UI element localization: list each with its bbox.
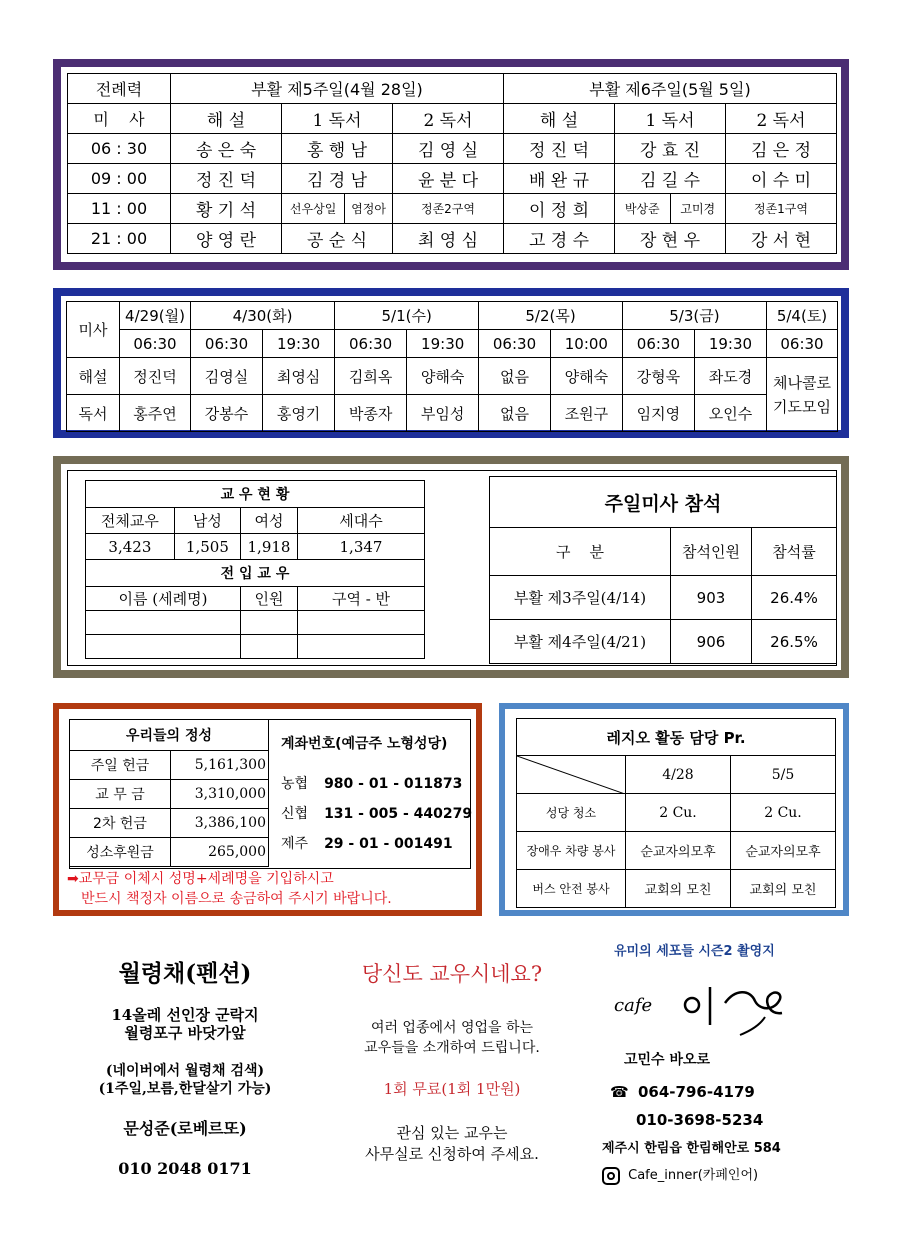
time-cell: 06:30 [120,330,191,358]
name-cell: 고미경 [670,194,726,224]
legio-title: 레지오 활동 담당 Pr. [517,719,836,756]
offering-amount: 265,000 [171,838,269,867]
time-cell: 19:30 [694,330,766,358]
name-cell: 김희옥 [335,358,407,395]
time-cell: 06:30 [479,330,551,358]
time-cell: 11 : 00 [68,194,171,224]
cafe-logo-mark [670,959,820,1039]
table-row [70,751,269,780]
time-cell: 21 : 00 [68,224,171,254]
account-list [281,769,472,859]
table-row [68,134,837,164]
day-header: 4/30(화) [191,302,335,330]
name-cell: 강 효 진 [615,134,726,164]
day-header: 5/2(목) [479,302,623,330]
stats-frame [53,456,849,678]
duty-group: 2 Cu. [731,794,836,832]
offering-label: 2차 헌금 [70,809,171,838]
diagonal-line [517,756,625,794]
pension-line: (네이버에서 월령채 검색) [105,1063,265,1079]
name-cell: 정존2구역 [393,194,504,224]
name-cell: 좌도경 [694,358,766,395]
member-ad-line: 사무실로 신청하여 주세요. [365,1145,539,1163]
offering-amount: 3,310,000 [171,780,269,809]
pension-line: 월령포구 바닷가앞 [124,1024,246,1042]
attendance-rate: 26.5% [752,620,837,664]
name-cell: 선우상일 [282,194,345,224]
name-cell: 황 기 석 [171,194,282,224]
day-header: 4/29(월) [120,302,191,330]
cafe-instagram: Cafe_inner(카페인어) [628,1168,759,1183]
weekday-schedule-table [66,301,838,432]
offering-amount: 3,386,100 [171,809,269,838]
mass-label: 미사 [67,302,120,358]
col-header: 해 설 [171,104,282,134]
name-cell: 오인수 [694,395,766,432]
name-cell: 장 현 우 [615,224,726,254]
time-cell: 19:30 [407,330,479,358]
bank-name: 제주 [281,836,309,852]
name-cell: 이 수 미 [726,164,837,194]
pension-line: (1주일,보름,한달살기 가능) [98,1081,272,1097]
table-row [490,620,837,664]
sunday-schedule-frame [53,59,849,270]
col-header: 2 독서 [393,104,504,134]
offering-label: 성소후원금 [70,838,171,867]
week-label: 부활 제4주일(4/21) [490,620,671,664]
attendance-table [489,476,837,664]
cafe-owner: 고민수 바오로 [624,1052,711,1068]
week-label: 부활 제3주일(4/14) [490,576,671,620]
duty-group: 순교자의모후 [626,832,731,870]
day-header: 5/1(수) [335,302,479,330]
attendance-title: 주일미사 참석 [490,477,837,528]
duty-group: 교회의 모친 [731,870,836,908]
name-cell: 최 영 심 [393,224,504,254]
name-cell: 없음 [479,358,551,395]
cafe-mobile: 010-3698-5234 [636,1111,764,1129]
table-row [490,576,837,620]
account-number: 980 - 01 - 011873 [324,776,463,792]
col-header: 1 독서 [282,104,393,134]
cafe-address: 제주시 한림읍 한림해안로 584 [602,1141,781,1156]
member-ad-line: 교우들을 소개하여 드립니다. [364,1040,540,1056]
offering-notice [67,869,392,909]
account-title: 계좌번호(예금주 노형성당) [281,736,448,752]
offering-label: 주일 헌금 [70,751,171,780]
name-cell: 정존1구역 [726,194,837,224]
name-cell: 송 은 숙 [171,134,282,164]
legio-table [516,718,836,908]
name-cell: 김 영 실 [393,134,504,164]
pension-owner: 문성준(로베르또) [123,1119,247,1138]
time-cell: 06:30 [767,330,838,358]
attendance-count: 906 [671,620,752,664]
table-row [70,809,269,838]
name-cell: 고 경 수 [504,224,615,254]
commentary-label: 해설 [67,358,120,395]
table-row [70,838,269,867]
duty-label: 버스 안전 봉사 [517,870,626,908]
bank-name: 농협 [281,776,309,792]
time-cell: 06 : 30 [68,134,171,164]
offering-frame [53,703,482,916]
name-cell: 홍 행 남 [282,134,393,164]
time-cell: 06:30 [191,330,263,358]
time-cell: 06:30 [622,330,694,358]
name-cell: 정 진 덕 [171,164,282,194]
time-cell: 10:00 [550,330,622,358]
table-row [517,832,836,870]
account-number: 131 - 005 - 440279 [324,806,473,822]
table-row [68,194,837,224]
name-cell: 이 정 희 [504,194,615,224]
col-header: 전체교우 [86,508,175,534]
cafe-phone: 064-796-4179 [638,1083,755,1101]
name-cell: 김 은 정 [726,134,837,164]
date-header: 4/28 [626,756,731,794]
weekday-schedule-frame [53,288,849,438]
name-cell: 윤 분 다 [393,164,504,194]
name-cell: 강봉수 [191,395,263,432]
col-header: 남성 [174,508,240,534]
mass-label: 미 사 [68,104,171,134]
member-business-ad [318,958,586,1165]
cafe-logo [600,959,840,1039]
cafe-ad [600,940,840,1185]
day-header: 5/3(금) [622,302,766,330]
name-cell: 양해숙 [550,358,622,395]
pension-title: 월령채(펜션) [118,960,252,987]
name-cell: 김 길 수 [615,164,726,194]
saturday-note: 체나콜로 기도모임 [767,358,838,432]
offering-label: 교 무 금 [70,780,171,809]
members-table [85,480,425,659]
account-number: 29 - 01 - 001491 [324,836,453,852]
name-cell: 홍주연 [120,395,191,432]
name-cell: 최영심 [263,358,335,395]
col-header: 이름 (세례명) [86,587,241,611]
member-ad-title: 당신도 교우시네요? [361,962,543,986]
col-header: 구 분 [490,528,671,576]
phone-icon: ☎ [610,1083,629,1101]
name-cell: 김 경 남 [282,164,393,194]
cafe-logo-word: cafe [614,995,653,1016]
member-ad-line: 여러 업종에서 영업을 하는 [370,1020,534,1036]
bank-name: 신협 [281,806,309,822]
name-cell: 염정아 [345,194,393,224]
table-row [68,164,837,194]
week2-title: 부활 제6주일(5월 5일) [504,74,837,104]
notice-line: 반드시 책정자 이름으로 송금하여 주시기 바랍니다. [81,891,392,907]
female-members: 1,918 [241,534,298,560]
male-members: 1,505 [174,534,240,560]
duty-group: 교회의 모친 [626,870,731,908]
table-row [68,224,837,254]
cafe-tagline: 유미의 세포들 시즌2 촬영지 [614,944,775,959]
name-cell: 강형욱 [622,358,694,395]
pension-line: 14올레 선인장 군락지 [111,1006,259,1024]
pension-ad [60,955,310,1178]
members-title: 교 우 현 황 [86,481,425,508]
time-cell: 06:30 [335,330,407,358]
name-cell: 없음 [479,395,551,432]
offering-title: 우리들의 정성 [70,720,269,751]
col-header: 세대수 [298,508,425,534]
legio-frame [499,703,849,916]
name-cell: 김영실 [191,358,263,395]
diagonal-cell [517,756,626,794]
col-header: 구역 - 반 [298,587,425,611]
col-header: 참석률 [752,528,837,576]
table-row [517,794,836,832]
name-cell: 양 영 란 [171,224,282,254]
calendar-header: 전례력 [68,74,171,104]
sunday-schedule-table [67,73,837,254]
member-ad-price: 1회 무료(1회 1만원) [383,1080,521,1098]
attendance-count: 903 [671,576,752,620]
offering-amount: 5,161,300 [171,751,269,780]
name-cell: 홍영기 [263,395,335,432]
duty-group: 2 Cu. [626,794,731,832]
total-members: 3,423 [86,534,175,560]
name-cell: 강 서 현 [726,224,837,254]
reading-label: 독서 [67,395,120,432]
newcomers-title: 전 입 교 우 [86,560,425,587]
col-header: 1 독서 [615,104,726,134]
name-cell: 조원구 [550,395,622,432]
duty-label: 장애우 차량 봉사 [517,832,626,870]
time-cell: 19:30 [263,330,335,358]
notice-line: ➡교무금 이체시 성명+세례명을 기입하시고 [67,871,334,887]
table-row [67,358,838,395]
col-header: 여성 [241,508,298,534]
duty-group: 순교자의모후 [731,832,836,870]
table-row [70,780,269,809]
instagram-icon [602,1167,620,1185]
households: 1,347 [298,534,425,560]
name-cell: 임지영 [622,395,694,432]
day-header: 5/4(토) [767,302,838,330]
offering-table [69,719,269,867]
name-cell: 양해숙 [407,358,479,395]
name-cell: 부임성 [407,395,479,432]
name-cell: 정 진 덕 [504,134,615,164]
name-cell: 박상준 [615,194,671,224]
col-header: 2 독서 [726,104,837,134]
col-header: 인원 [241,587,298,611]
name-cell: 정진덕 [120,358,191,395]
name-cell: 공 순 식 [282,224,393,254]
date-header: 5/5 [731,756,836,794]
week1-title: 부활 제5주일(4월 28일) [171,74,504,104]
table-row [67,395,838,432]
pension-phone: 010 2048 0171 [118,1159,252,1178]
duty-label: 성당 청소 [517,794,626,832]
col-header: 해 설 [504,104,615,134]
name-cell: 배 완 규 [504,164,615,194]
attendance-rate: 26.4% [752,576,837,620]
col-header: 참석인원 [671,528,752,576]
member-ad-line: 관심 있는 교우는 [396,1124,508,1142]
table-row [517,870,836,908]
name-cell: 박종자 [335,395,407,432]
time-cell: 09 : 00 [68,164,171,194]
